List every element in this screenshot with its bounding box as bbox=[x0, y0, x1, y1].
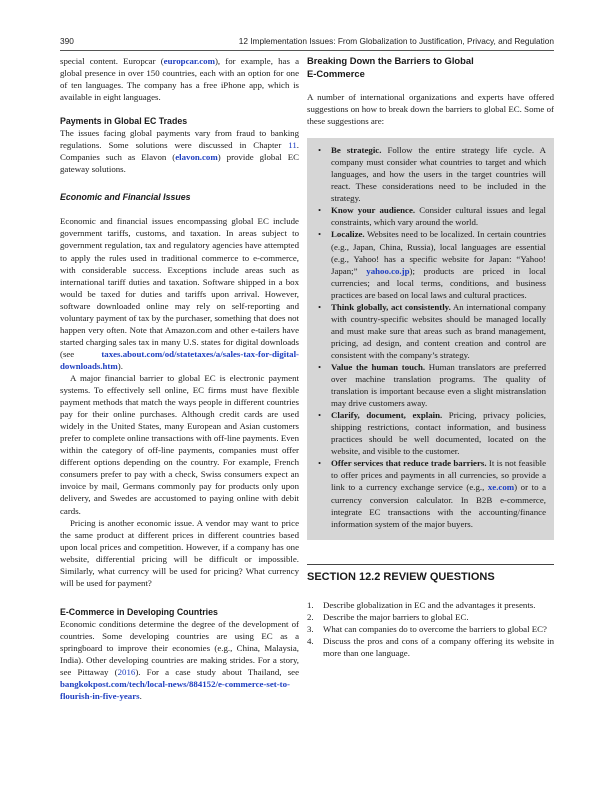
list-item bbox=[315, 301, 546, 361]
text-run: Economic and financial issues encompassing global EC include government tariffs, customs, and taxation. In areas subject to government regulation, tax and regulatory agencies have attempted to apply the rules used in traditional commerce to e-commerce, with considerable success. Exceptions include areas such as international tariff duties and taxation. Software shipped in a box would be taxed for duties and tariffs upon arrival. However, software downloaded online may rely on self-reporting and voluntary payment of tax by the purchaser, something that does not happen very often. Note that Amazon.com and other e-tailers have started charging sales tax in many U.S. states for digital downloads (see bbox=[60, 216, 299, 359]
bullet-icon: • bbox=[318, 301, 322, 312]
question-number: 1. bbox=[307, 599, 314, 610]
intro-paragraph bbox=[60, 55, 299, 103]
list-item bbox=[307, 611, 554, 623]
running-head bbox=[60, 36, 554, 50]
bullet-text: An international company with country-specific websites should be managed locally and must make sure that areas such as brand management, pricing, ad design, and content creation and control are consistent with the company’s strategy. bbox=[331, 301, 546, 360]
chapter-running-title: 12 Implementation Issues: From Globalization to Justification, Privacy, and Regulation bbox=[238, 36, 554, 46]
list-item bbox=[307, 599, 554, 611]
payments-heading: Payments in Global EC Trades bbox=[60, 116, 188, 127]
question-text: What can companies do to overcome the barriers to global EC? bbox=[323, 623, 547, 634]
bullet-text: It is not feasible to offer prices and payments in all currencies, so provide a link to a currency exchange service (e.g., bbox=[331, 458, 546, 493]
chapter-ref-link[interactable]: 11 bbox=[288, 140, 297, 151]
xe-link[interactable]: xe.com bbox=[487, 482, 515, 493]
question-text: Describe globalization in EC and the advantages it presents. bbox=[323, 599, 536, 610]
yahoo-japan-link[interactable]: yahoo.co.jp bbox=[366, 265, 410, 276]
question-text: Describe the major barriers to global EC. bbox=[323, 611, 469, 622]
barriers-intro: A number of international organizations and experts have offered suggestions on how to break down the barriers to global EC. Some of these suggestions are: bbox=[307, 92, 554, 127]
barriers-heading bbox=[307, 55, 554, 80]
suggestions-box bbox=[307, 138, 554, 540]
list-item bbox=[315, 228, 546, 300]
text-run: special content. Europcar ( bbox=[60, 56, 164, 66]
bullet-lead: Offer services that reduce trade barriers. bbox=[331, 458, 487, 469]
text-run: Economic conditions determine the degree of the development of countries. Some developing countries are using EC as a springboard to improve their economies (e.g., China, Malaysia, India). Other developing countries are making strides. For a story, see Pittaway ( bbox=[60, 618, 299, 678]
list-item bbox=[307, 623, 554, 635]
list-item bbox=[315, 457, 546, 529]
heading-line: Breaking Down the Barriers to Global bbox=[307, 55, 474, 66]
bullet-lead: Value the human touch. bbox=[331, 361, 426, 372]
bullet-icon: • bbox=[318, 410, 322, 421]
review-heading: SECTION 12.2 REVIEW QUESTIONS bbox=[307, 564, 554, 584]
text-run: ) provide global EC gateway solutions. bbox=[60, 152, 299, 175]
economic-heading: Economic and Financial Issues bbox=[60, 192, 191, 203]
bullet-icon: • bbox=[318, 458, 322, 469]
bullet-icon: • bbox=[318, 361, 322, 372]
text-run: . Companies such as Elavon ( bbox=[60, 140, 299, 163]
year-ref-link[interactable]: 2016 bbox=[117, 667, 136, 678]
bullet-icon: • bbox=[318, 229, 322, 240]
bullet-lead: Think globally, act consistently. bbox=[331, 301, 451, 312]
bangkokpost-link[interactable]: bangkokpost.com/tech/local-news/884152/e-commerce-set-to-flourish-in-five-years bbox=[60, 679, 290, 702]
text-run: . bbox=[139, 691, 142, 702]
bullet-lead: Know your audience. bbox=[331, 205, 416, 216]
left-column bbox=[60, 55, 299, 702]
page-number: 390 bbox=[60, 36, 74, 46]
elavon-link[interactable]: elavon.com bbox=[175, 152, 218, 163]
payments-paragraph bbox=[60, 127, 299, 175]
heading-line: E-Commerce bbox=[307, 67, 365, 79]
list-item bbox=[315, 144, 546, 204]
right-column bbox=[307, 55, 554, 659]
header-rule bbox=[60, 50, 554, 51]
bullet-lead: Localize. bbox=[331, 229, 365, 240]
bullet-icon: • bbox=[318, 205, 322, 216]
question-number: 4. bbox=[307, 635, 314, 646]
bullet-text: ); products are priced in local currencies; and local terms, conditions, and business practices are based on local laws and cultural practices. bbox=[331, 265, 547, 300]
bullet-text: ) or to a currency conversion calculator. In B2B e-commerce, integrate EC transactions with the accounting/finance information system of the major buyers. bbox=[331, 482, 546, 529]
list-item bbox=[315, 409, 546, 457]
bullet-lead: Be strategic. bbox=[331, 145, 382, 156]
question-number: 3. bbox=[307, 623, 314, 634]
text-run: The issues facing global payments vary from fraud to banking regulations. Some solutions were discussed in Chapter bbox=[60, 128, 299, 151]
developing-paragraph bbox=[60, 618, 299, 702]
bullet-text: Follow the entire strategy life cycle. A company must consider what countries to target and which languages, and how the users in the target countries will react. These considerations need to be included in the strategy. bbox=[331, 145, 546, 204]
economic-paragraph-1 bbox=[60, 215, 299, 372]
text-run: ). For a case study about Thailand, see bbox=[135, 667, 299, 678]
list-item bbox=[315, 361, 546, 409]
suggestions-list bbox=[315, 144, 546, 530]
bullet-text: Consider cultural issues and legal constraints, which vary around the world. bbox=[331, 205, 546, 228]
text-run: ), for example, has a global presence in over 150 countries, each with an option for one of ten languages. The company has a free iPhone app, which is available in eight languages. bbox=[60, 56, 299, 103]
taxes-about-link[interactable]: taxes.about.com/od/statetaxes/a/sales-tax-for-digital-downloads.htm bbox=[60, 348, 299, 371]
bullet-text: Pricing, privacy policies, shipping restrictions, contact information, and business practices should be well documented, located on the website, and visible to the customer. bbox=[331, 410, 546, 457]
question-text: Discuss the pros and cons of a company offering its website in more than one language. bbox=[323, 635, 554, 658]
bullet-icon: • bbox=[318, 145, 322, 156]
review-questions bbox=[307, 599, 554, 659]
bullet-text: Websites need to be localized. In certain countries (e.g., Japan, China, Russia), local languages are essential (e.g., Yahoo! has a specific website for Japan: “Yahoo! Japan;” bbox=[331, 229, 546, 276]
europcar-link[interactable]: europcar.com bbox=[163, 56, 215, 66]
economic-paragraph-3: Pricing is another economic issue. A vendor may want to price the same product at different prices in different countries based upon local prices and competition. However, if a company has one website, differential pricing will be difficult or impossible. Similarly, what currency will be used for pricing? What currency will be used for payment? bbox=[60, 517, 299, 588]
bullet-lead: Clarify, document, explain. bbox=[331, 410, 443, 421]
economic-paragraph-2: A major financial barrier to global EC is electronic payment systems. To effectively sell online, EC firms must have flexible payment methods that match the ways people in different countries pay for their online purchases. Although credit cards are used widely in the United States, many European and Asian customers prefer to complete online transactions with off-line payments. Even within the category of off-line payments, companies must offer different options depending on the country. For example, French consumers prefer to pay with a check, Swiss consumers expect an invoice by mail, Germans commonly pay for products only upon delivery, and Swedes are accustomed to paying online with debit cards. bbox=[60, 372, 299, 516]
list-item bbox=[315, 204, 546, 228]
text-run: ). bbox=[117, 360, 123, 371]
developing-heading: E-Commerce in Developing Countries bbox=[60, 606, 218, 617]
question-number: 2. bbox=[307, 611, 314, 622]
list-item bbox=[307, 635, 554, 659]
bullet-text: Human translators are preferred over machine translation programs. The quality of translation is important because even a slight mistranslation may drive customers away. bbox=[331, 361, 546, 409]
